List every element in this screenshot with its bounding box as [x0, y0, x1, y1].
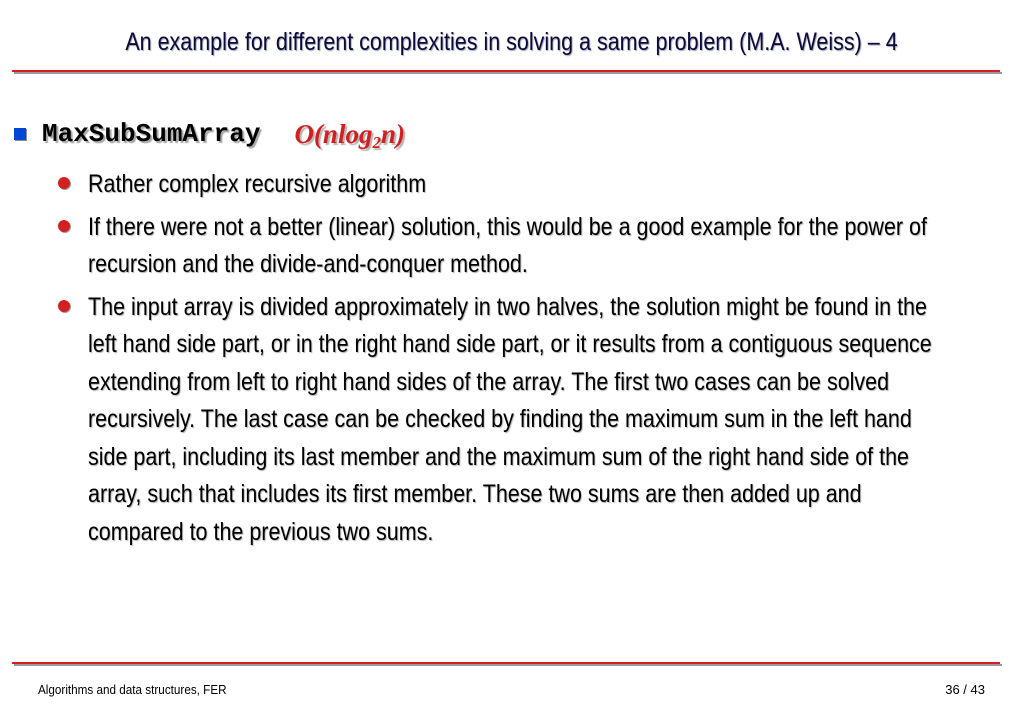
sub-bullet-item: [58, 289, 998, 552]
sub-bullet-text: The input array is divided approximately in two halves, the solution might be found in the left hand side part, or in the right hand side part, or it results from a contiguous sequence extending from left to right hand sides of the array. The first two cases can be solved recursively. The last case can be checked by finding the maximum sum in the left hand side part, including its last member and the maximum sum of the right hand side of the array, such that includes its first member. These two sums are then added up and compared to the previous two sums.: [88, 292, 932, 546]
footer-course-name: Algorithms and data structures, FER: [38, 682, 227, 697]
title-divider: [12, 70, 1000, 72]
complexity-suffix: n): [380, 118, 405, 149]
algorithm-name: MaxSubSumArray: [42, 119, 261, 149]
main-bullet-point: [14, 114, 405, 154]
circle-bullet-icon: [58, 177, 70, 189]
complexity-notation: [294, 119, 405, 150]
complexity-prefix: O(nlog: [294, 118, 373, 149]
slide-title: An example for different complexities in solving a same problem (M.A. Weiss) – 4: [125, 28, 898, 56]
footer-page-number: 36 / 43: [945, 682, 985, 697]
footer-divider: [12, 662, 1000, 664]
complexity-subscript: 2: [372, 132, 381, 152]
circle-bullet-icon: [58, 300, 70, 312]
sub-bullet-item: [58, 209, 998, 284]
square-bullet-icon: [14, 128, 26, 140]
sub-bullet-item: [58, 166, 998, 204]
circle-bullet-icon: [58, 220, 70, 232]
sub-bullet-list: [58, 166, 998, 556]
sub-bullet-text: Rather complex recursive algorithm: [88, 170, 427, 198]
sub-bullet-text: If there were not a better (linear) solution, this would be a good example for the power of recursion and the divide-and-conquer method.: [88, 212, 927, 278]
